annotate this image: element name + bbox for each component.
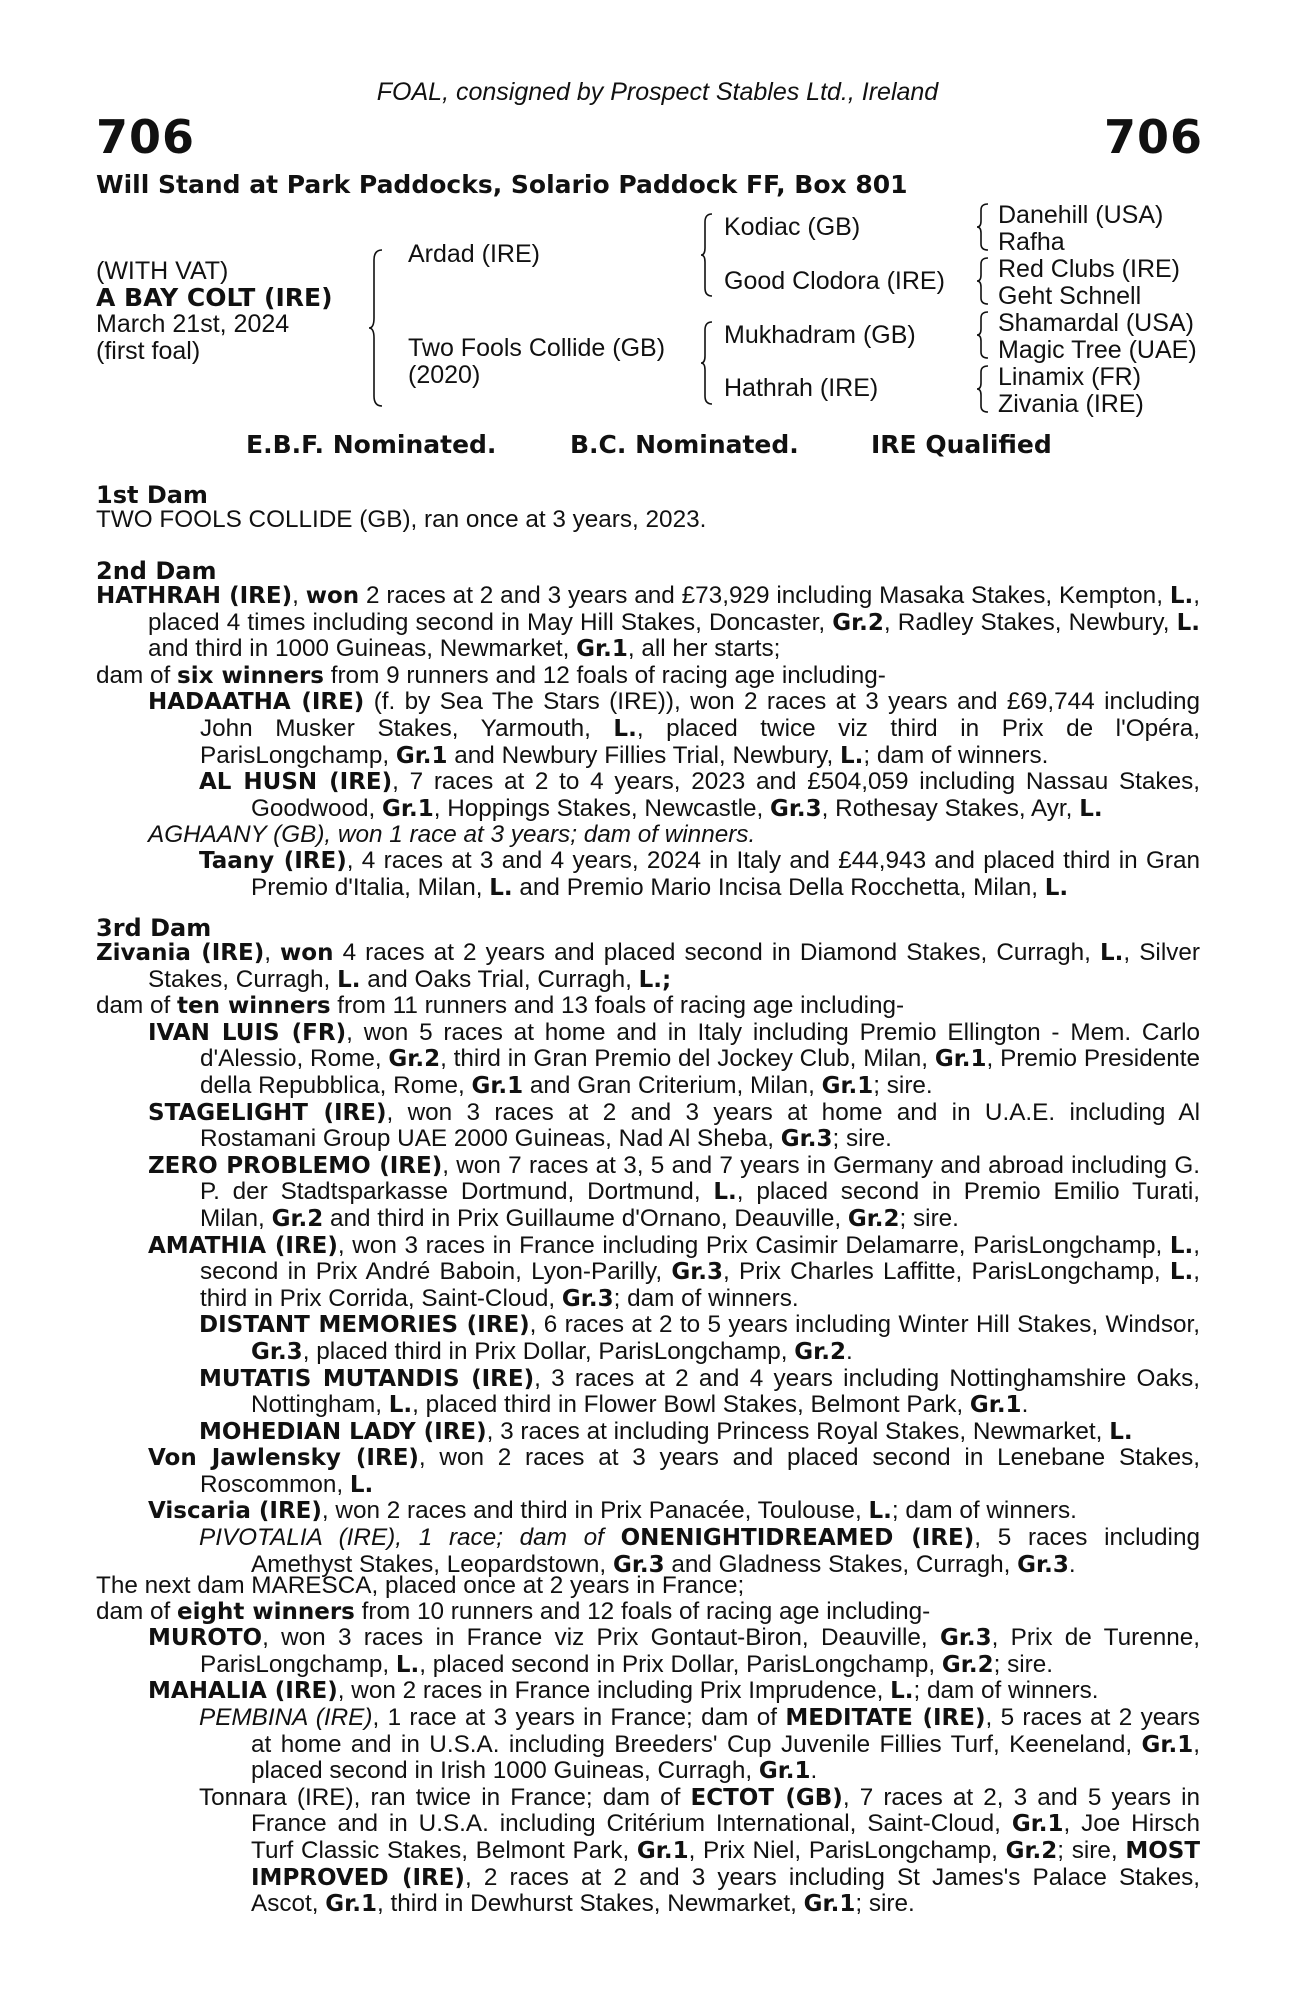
brace-sire — [700, 212, 714, 298]
third-dam-heading: 3rd Dam — [96, 914, 212, 942]
brace-main — [368, 248, 384, 408]
next-dam-produce-summary: dam of eight winners from 10 runners and 12 foals of racing age including- — [96, 1597, 931, 1625]
produce-mutatis-mutandis: MUTATIS MUTANDIS (IRE), 3 races at 2 and 4 years including Nottinghamshire Oaks, Nottingham, L., placed third in Flower Bowl Stakes, Belmont Park, Gr.1. — [199, 1364, 1201, 1419]
ire-qualified: IRE Qualified — [871, 430, 1052, 459]
ancestor-7: Linamix (FR) — [998, 363, 1142, 391]
ancestor-4: Geht Schnell — [998, 282, 1142, 310]
next-dam-line: The next dam MARESCA, placed once at 2 years in France; — [96, 1572, 745, 1599]
produce-aghaany: AGHAANY (GB), won 1 race at 3 years; dam of winners. — [148, 821, 756, 849]
second-dam-heading: 2nd Dam — [96, 557, 217, 585]
brace-dam — [700, 320, 714, 406]
consignment-line: FOAL, consigned by Prospect Stables Ltd., Ireland — [376, 78, 939, 106]
ancestor-2: Rafha — [998, 228, 1065, 256]
lot-number-right: 706 — [1103, 110, 1203, 164]
third-dam-entry: Zivania (IRE), won 4 races at 2 years and placed second in Diamond Stakes, Curragh, L., Silver Stakes, Curragh, L. and Oaks Trial, Curragh, L.; — [96, 939, 1200, 993]
produce-viscaria: Viscaria (IRE), won 2 races and third in Prix Panacée, Toulouse, L.; dam of winners. — [148, 1497, 1077, 1525]
dam-year: (2020) — [408, 361, 481, 389]
produce-pembina: PEMBINA (IRE), 1 race at 3 years in France; dam of MEDITATE (IRE), 5 races at 2 years at home and in U.S.A. including Breeders' Cup Juvenile Fillies Turf, Keeneland, Gr.1, placed second in Irish 1000 Guineas, Curragh, Gr.1. — [199, 1703, 1201, 1785]
ebf-nomination: E.B.F. Nominated. — [246, 430, 497, 459]
bc-nomination: B.C. Nominated. — [570, 430, 799, 459]
produce-distant-memories: DISTANT MEMORIES (IRE), 6 races at 2 to 5 years including Winter Hill Stakes, Windsor, Gr.3, placed third in Prix Dollar, ParisLongchamp, Gr.2. — [199, 1311, 1200, 1365]
ancestor-1: Danehill (USA) — [998, 201, 1164, 229]
first-dam-section — [96, 507, 1200, 533]
dam-dam: Hathrah (IRE) — [724, 374, 879, 402]
first-dam-heading: 1st Dam — [96, 481, 208, 509]
next-dam-section — [96, 1573, 1200, 1918]
produce-ivan-luis: IVAN LUIS (FR), won 5 races at home and in Italy including Premio Ellington - Mem. Carlo d'Alessio, Rome, Gr.2, third in Gran Premio del Jockey Club, Milan, Gr.1, Premio Presidente della Repubblica, Rome, Gr.1 and Gran Criterium, Milan, Gr.1; sire. — [148, 1018, 1200, 1099]
produce-muroto: MUROTO, won 3 races in France viz Prix Gontaut-Biron, Deauville, Gr.3, Prix de Turenne, ParisLongchamp, L., placed second in Prix Dollar, ParisLongchamp, Gr.2; sire. — [148, 1624, 1200, 1678]
produce-mohedian-lady: MOHEDIAN LADY (IRE), 3 races at including Princess Royal Stakes, Newmarket, L. — [199, 1417, 1133, 1445]
stand-location: Will Stand at Park Paddocks, Solario Paddock FF, Box 801 — [96, 170, 908, 199]
produce-taany: Taany (IRE), 4 races at 3 and 4 years, 2024 in Italy and £44,943 and placed third in Gran Premio d'Italia, Milan, L. and Premio Mario Incisa Della Rocchetta, Milan, L. — [199, 846, 1200, 901]
dam-name: Two Fools Collide (GB) — [408, 334, 666, 362]
brace-g1 — [976, 202, 990, 252]
first-dam-text: TWO FOOLS COLLIDE (GB), ran once at 3 years, 2023. — [96, 506, 707, 533]
brace-g4 — [976, 364, 990, 414]
third-dam-section — [96, 940, 1200, 1578]
ancestor-6: Magic Tree (UAE) — [998, 336, 1197, 364]
third-dam-produce-summary: dam of ten winners from 11 runners and 13 foals of racing age including- — [96, 992, 905, 1020]
foal-note: (first foal) — [96, 337, 201, 365]
lot-subject-name: A BAY COLT (IRE) — [96, 283, 333, 312]
produce-hadaatha: HADAATHA (IRE) (f. by Sea The Stars (IRE)), won 2 races at 3 years and £69,744 including John Musker Stakes, Yarmouth, L., placed twice viz third in Prix de l'Opéra, ParisLongchamp, Gr.1 and Newbury Fillies Trial, Newbury, L.; dam of winners. — [148, 688, 1200, 769]
brace-g2 — [976, 256, 990, 306]
produce-stagelight: STAGELIGHT (IRE), won 3 races at 2 and 3 years at home and in U.A.E. including Al Rostamani Group UAE 2000 Guineas, Nad Al Sheba, Gr.3; sire. — [148, 1098, 1200, 1153]
produce-von-jawlensky: Von Jawlensky (IRE), won 2 races at 3 years and placed second in Lenebane Stakes, Roscommon, L. — [148, 1444, 1200, 1498]
brace-g3 — [976, 310, 990, 360]
produce-tonnara: Tonnara (IRE), ran twice in France; dam of ECTOT (GB), 7 races at 2, 3 and 5 years in France and in U.S.A. including Critérium International, Saint-Cloud, Gr.1, Joe Hirsch Turf Classic Stakes, Belmont Park, Gr.1, Prix Niel, ParisLongchamp, Gr.2; sire, MOST IMPROVED (IRE), 2 races at 2 and 3 years including St James's Palace Stakes, Ascot, Gr.1, third in Dewhurst Stakes, Newmarket, Gr.1; sire. — [199, 1783, 1201, 1918]
sire-sire: Kodiac (GB) — [724, 213, 861, 241]
produce-zero-problemo: ZERO PROBLEMO (IRE), won 7 races at 3, 5 and 7 years in Germany and abroad including G. P. der Stadtsparkasse Dortmund, Dortmund, L., placed second in Premio Emilio Turati, Milan, Gr.2 and third in Prix Guillaume d'Ornano, Deauville, Gr.2; sire. — [148, 1151, 1200, 1232]
second-dam-section — [96, 583, 1200, 901]
ancestor-8: Zivania (IRE) — [998, 390, 1144, 418]
produce-amathia: AMATHIA (IRE), won 3 races in France including Prix Casimir Delamarre, ParisLongchamp, L., second in Prix André Baboin, Lyon-Parilly, Gr.3, Prix Charles Laffitte, ParisLongchamp, L., third in Prix Corrida, Saint-Cloud, Gr.3; dam of winners. — [148, 1231, 1200, 1312]
produce-al-husn: AL HUSN (IRE), 7 races at 2 to 4 years, 2023 and £504,059 including Nassau Stakes, Goodwood, Gr.1, Hoppings Stakes, Newcastle, Gr.3, Rothesay Stakes, Ayr, L. — [199, 768, 1200, 822]
ancestor-3: Red Clubs (IRE) — [998, 255, 1180, 283]
dam-sire: Mukhadram (GB) — [724, 321, 916, 349]
ancestor-5: Shamardal (USA) — [998, 309, 1194, 337]
foaling-date: March 21st, 2024 — [96, 310, 290, 338]
produce-pivotalia: PIVOTALIA (IRE), 1 race; dam of ONENIGHTIDREAMED (IRE), 5 races including Amethyst Stakes, Leopardstown, Gr.3 and Gladness Stakes, Curragh, Gr.3. — [199, 1524, 1200, 1578]
second-dam-entry: HATHRAH (IRE), won 2 races at 2 and 3 years and £73,929 including Masaka Stakes, Kempton, L., placed 4 times including second in May Hill Stakes, Doncaster, Gr.2, Radley Stakes, Newbury, L. and third in 1000 Guineas, Newmarket, Gr.1, all her starts; — [96, 582, 1200, 663]
second-dam-produce-summary: dam of six winners from 9 runners and 12 foals of racing age including- — [96, 661, 886, 689]
sire-dam: Good Clodora (IRE) — [724, 267, 945, 295]
lot-number-left: 706 — [96, 110, 196, 164]
vat-note: (WITH VAT) — [96, 257, 229, 285]
produce-mahalia: MAHALIA (IRE), won 2 races in France including Prix Imprudence, L.; dam of winners. — [148, 1677, 1099, 1705]
sire-name: Ardad (IRE) — [408, 240, 540, 268]
